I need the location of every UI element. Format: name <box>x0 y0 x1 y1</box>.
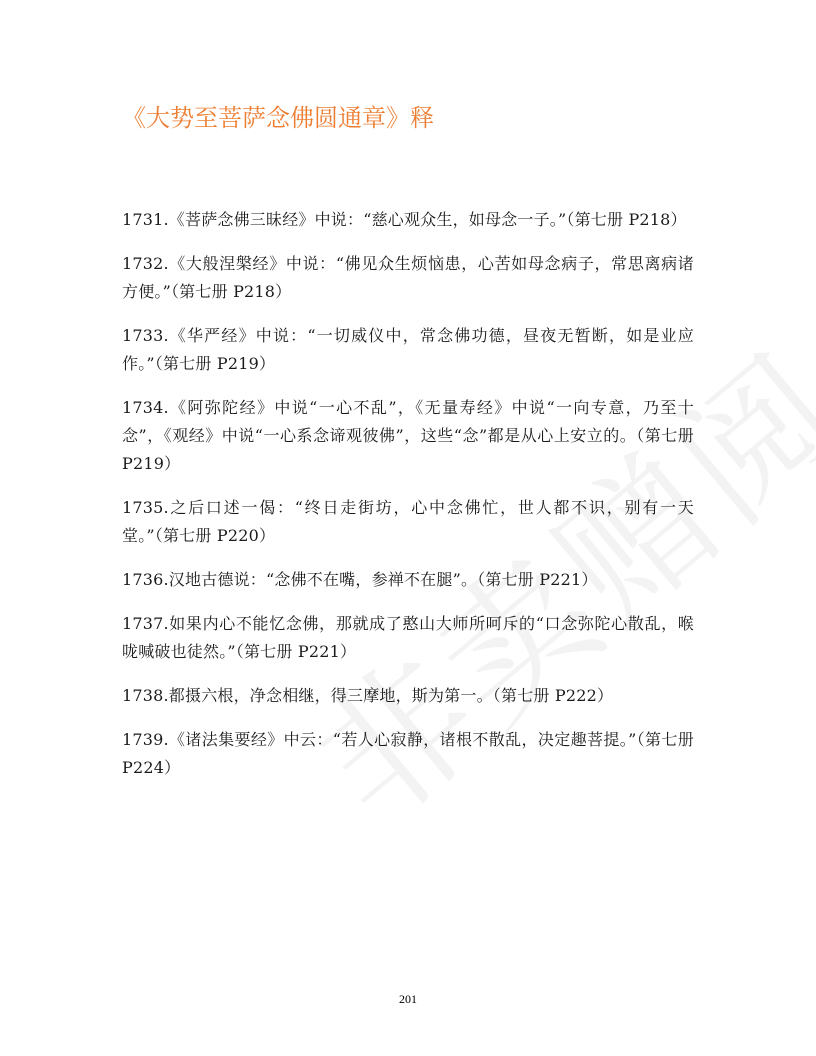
entry-1737: 1737.如果内心不能忆念佛，那就成了憨山大师所呵斥的“口念弥陀心散乱，喉咙喊破也徒然。”（第七册 P221） <box>122 614 694 661</box>
page-title: 《大势至菩萨念佛圆通章》释 <box>122 104 434 132</box>
entry-1739: 1739.《诸法集要经》中云：“若人心寂静，诸根不散乱，决定趣菩提。”（第七册 P224） <box>122 730 694 777</box>
entry-1735: 1735.之后口述一偈：“终日走街坊，心中念佛忙，世人都不识，别有一天堂。”（第七册 P220） <box>122 498 694 545</box>
entry-1731: 1731.《菩萨念佛三昧经》中说：“慈心观众生，如母念一子。”（第七册 P218） <box>122 210 687 229</box>
entry-1738: 1738.都摄六根，净念相继，得三摩地，斯为第一。（第七册 P222） <box>122 686 614 705</box>
entry-1736: 1736.汉地古德说：“念佛不在嘴，参禅不在腿”。（第七册 P221） <box>122 570 598 589</box>
entry-list <box>122 206 694 798</box>
entry-1734: 1734.《阿弥陀经》中说“一心不乱”，《无量寿经》中说“一向专意，乃至十念”，《观经》中说“一心系念谛观彼佛”，这些“念”都是从心上安立的。（第七册 P219） <box>122 398 694 473</box>
page-number: 201 <box>399 992 417 1006</box>
entry-1732: 1732.《大般涅槃经》中说：“佛见众生烦恼患，心苦如母念病子，常思离病诸方便。”（第七册 P218） <box>122 254 694 301</box>
entry-1733: 1733.《华严经》中说：“一切威仪中，常念佛功德，昼夜无暂断，如是业应作。”（第七册 P219） <box>122 326 694 373</box>
